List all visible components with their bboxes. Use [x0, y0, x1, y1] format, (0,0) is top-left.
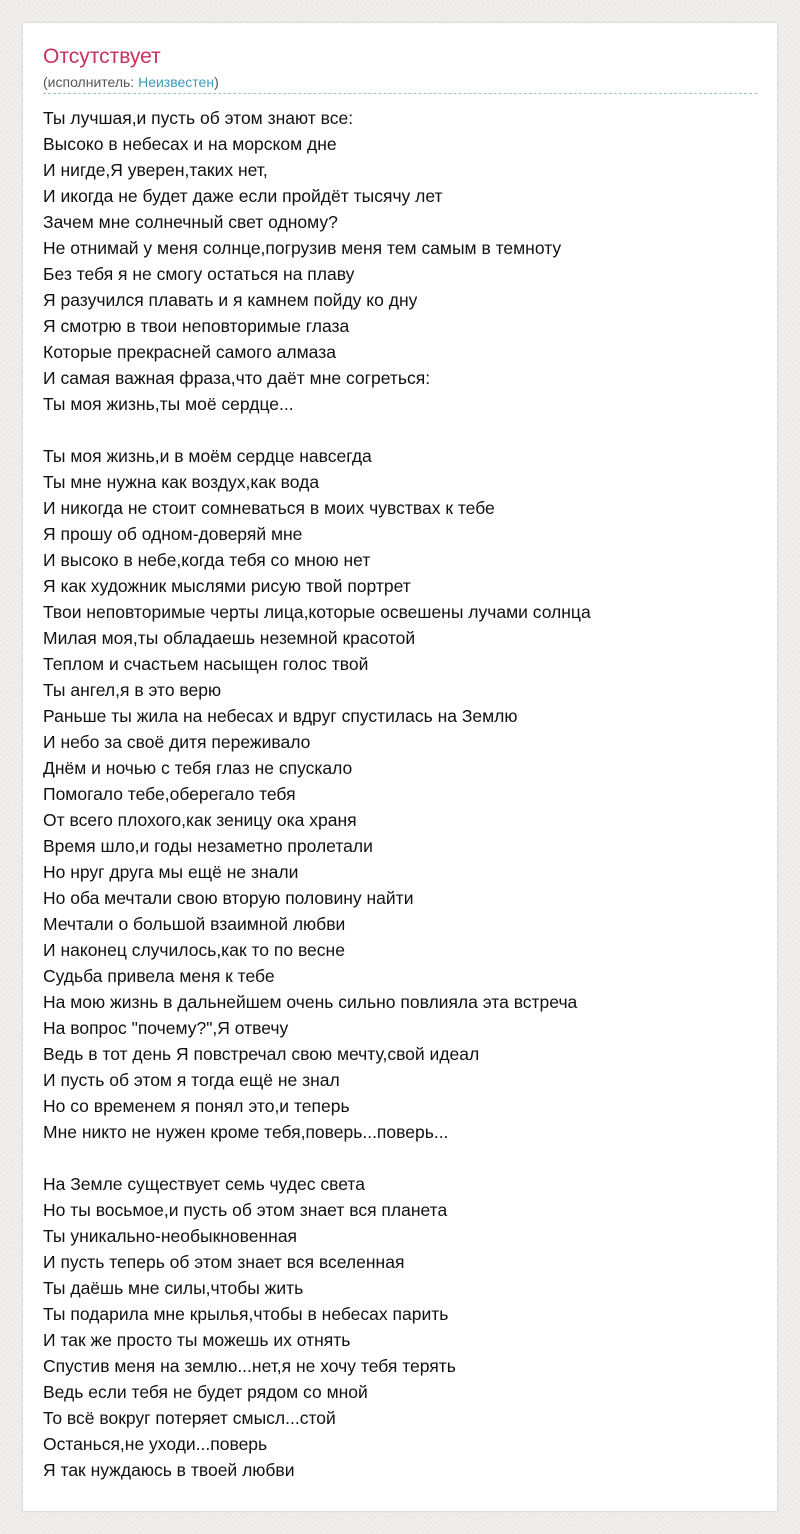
lyric-line: На Земле существует семь чудес света	[43, 1174, 365, 1194]
lyric-line: И икогда не будет даже если пройдёт тысячу лет	[43, 186, 443, 206]
lyric-line: Но ты восьмое,и пусть об этом знает вся планета	[43, 1200, 448, 1220]
lyric-line: Ведь если тебя не будет рядом со мной	[43, 1382, 368, 1402]
lyric-line: Время шло,и годы незаметно пролетали	[43, 836, 373, 856]
lyric-line: Я прошу об одном-доверяй мне	[43, 524, 303, 544]
lyric-line: Без тебя я не смогу остаться на плаву	[43, 264, 355, 284]
lyric-line: И нигде,Я уверен,таких нет,	[43, 160, 268, 180]
lyric-line: Но со временем я понял это,и теперь	[43, 1096, 350, 1116]
lyric-line: Помогало тебе,оберегало тебя	[43, 784, 296, 804]
lyric-line: На мою жизнь в дальнейшем очень сильно повлияла эта встреча	[43, 992, 578, 1012]
artist-suffix: )	[214, 74, 219, 90]
lyric-line: То всё вокруг потеряет смысл...стой	[43, 1408, 336, 1428]
lyric-line: И пусть теперь об этом знает вся вселенная	[43, 1252, 405, 1272]
lyrics-body	[43, 105, 759, 1483]
title-divider	[43, 93, 757, 94]
lyric-line: Судьба привела меня к тебе	[43, 966, 275, 986]
lyric-line: Зачем мне солнечный свет одному?	[43, 212, 338, 232]
lyric-line: Которые прекрасней самого алмаза	[43, 342, 336, 362]
lyrics-card	[22, 22, 778, 1512]
lyric-line: Твои неповторимые черты лица,которые освешены лучами солнца	[43, 602, 591, 622]
lyrics-stanza	[43, 1171, 759, 1483]
lyric-line: Я как художник мыслями рисую твой портрет	[43, 576, 411, 596]
lyric-line: Я так нуждаюсь в твоей любви	[43, 1460, 295, 1480]
artist-name-link[interactable]: Неизвестен	[138, 74, 215, 90]
lyrics-stanza	[43, 105, 759, 417]
lyric-line: Спустив меня на землю...нет,я не хочу тебя терять	[43, 1356, 456, 1376]
lyric-line: Днём и ночью с тебя глаз не спускало	[43, 758, 353, 778]
lyric-line: Не отнимай у меня солнце,погрузив меня тем самым в темноту	[43, 238, 562, 258]
lyric-line: И никогда не стоит сомневаться в моих чувствах к тебе	[43, 498, 495, 518]
lyric-line: Ты мне нужна как воздух,как вода	[43, 472, 320, 492]
lyric-line: И высоко в небе,когда тебя со мною нет	[43, 550, 371, 570]
lyrics-stanza	[43, 443, 759, 1145]
lyric-line: Ты лучшая,и пусть об этом знают все:	[43, 108, 354, 128]
artist-line	[43, 73, 219, 91]
song-title: Отсутствует	[43, 45, 161, 68]
lyric-line: Раньше ты жила на небесах и вдруг спустилась на Землю	[43, 706, 518, 726]
lyric-line: Я смотрю в твои неповторимые глаза	[43, 316, 350, 336]
lyric-line: И так же просто ты можешь их отнять	[43, 1330, 351, 1350]
lyric-line: Ты даёшь мне силы,чтобы жить	[43, 1278, 304, 1298]
lyric-line: Ведь в тот день Я повстречал свою мечту,свой идеал	[43, 1044, 480, 1064]
lyric-line: Теплом и счастьем насыщен голос твой	[43, 654, 369, 674]
lyric-line: Ты подарила мне крылья,чтобы в небесах парить	[43, 1304, 449, 1324]
lyric-line: Останься,не уходи...поверь	[43, 1434, 268, 1454]
artist-prefix: (исполнитель:	[43, 74, 139, 90]
lyric-line: И самая важная фраза,что даёт мне согреться:	[43, 368, 431, 388]
lyric-line: Высоко в небесах и на морском дне	[43, 134, 337, 154]
lyric-line: Ты уникально-необыкновенная	[43, 1226, 298, 1246]
lyric-line: Ты моя жизнь,и в моём сердце навсегда	[43, 446, 372, 466]
lyric-line: Но нруг друга мы ещё не знали	[43, 862, 299, 882]
lyric-line: Мне никто не нужен кроме тебя,поверь...поверь...	[43, 1122, 449, 1142]
lyric-line: На вопрос "почему?",Я отвечу	[43, 1018, 289, 1038]
lyric-line: Ты ангел,я в это верю	[43, 680, 222, 700]
lyric-line: Но оба мечтали свою вторую половину найти	[43, 888, 414, 908]
lyric-line: И наконец случилось,как то по весне	[43, 940, 345, 960]
lyric-line: Ты моя жизнь,ты моё сердце...	[43, 394, 294, 414]
lyric-line: Мечтали о большой взаимной любви	[43, 914, 346, 934]
lyric-line: Я разучился плавать и я камнем пойду ко дну	[43, 290, 418, 310]
lyric-line: Милая моя,ты обладаешь неземной красотой	[43, 628, 416, 648]
lyric-line: И небо за своё дитя переживало	[43, 732, 311, 752]
lyric-line: От всего плохого,как зеницу ока храня	[43, 810, 357, 830]
lyric-line: И пусть об этом я тогда ещё не знал	[43, 1070, 340, 1090]
